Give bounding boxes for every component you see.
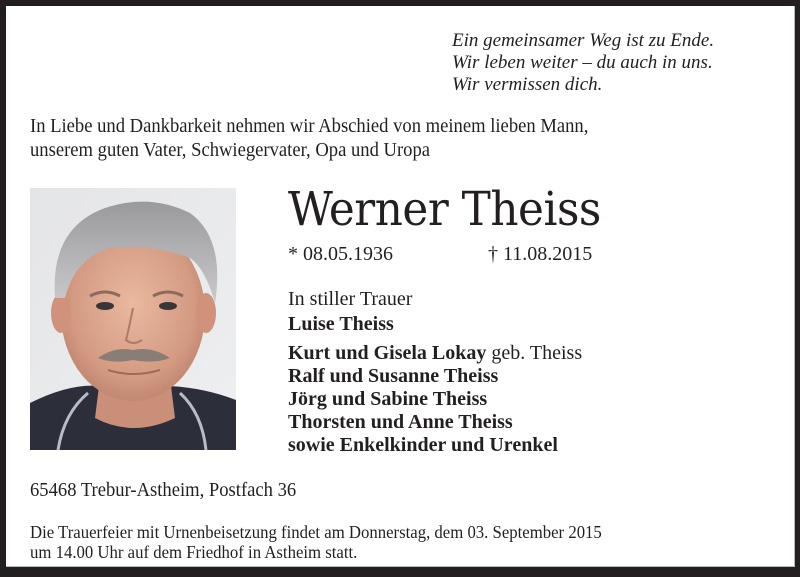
portrait-photo [30, 188, 236, 450]
intro-line: In Liebe und Dankbarkeit nehmen wir Abschied von meinem lieben Mann, [30, 115, 589, 137]
funeral-line: Die Trauerfeier mit Urnenbeisetzung findet am Donnerstag, dem 03. September 2015 [30, 522, 602, 542]
portrait-image [30, 188, 236, 450]
poem [452, 30, 714, 96]
mourner-name: Jörg und Sabine Theiss [288, 388, 488, 410]
birth-date: * 08.05.1936 [288, 243, 393, 265]
obituary-card [6, 6, 795, 567]
mourner-name: sowie Enkelkinder und Urenkel [288, 434, 558, 456]
mourner-family [288, 342, 582, 365]
funeral-notice [30, 522, 602, 562]
mourner-family [288, 365, 582, 388]
deceased-name: Werner Theiss [288, 182, 601, 237]
mourner-family [288, 388, 582, 411]
death-date: † 11.08.2015 [488, 243, 593, 265]
mourner-name: Thorsten und Anne Theiss [288, 411, 513, 433]
mourner-family [288, 434, 582, 457]
mourner-name: Kurt und Gisela Lokay [288, 342, 487, 364]
mourners-lead: In stiller Trauer [288, 288, 413, 310]
funeral-line: um 14.00 Uhr auf dem Friedhof in Astheim statt. [30, 542, 358, 562]
poem-line: Wir leben weiter – du auch in uns. [452, 52, 713, 73]
mourner-family [288, 411, 582, 434]
poem-line: Ein gemeinsamer Weg ist zu Ende. [452, 30, 715, 51]
intro-text [30, 114, 588, 162]
address: 65468 Trebur-Astheim, Postfach 36 [30, 479, 297, 501]
intro-line: unserem guten Vater, Schwiegervater, Opa und Uropa [30, 139, 431, 161]
poem-line: Wir vermissen dich. [452, 74, 603, 95]
mourner-suffix: geb. Theiss [486, 342, 583, 364]
mourner-spouse: Luise Theiss [288, 313, 394, 335]
mourner-name: Ralf und Susanne Theiss [288, 365, 499, 387]
mourners-list [288, 288, 582, 457]
